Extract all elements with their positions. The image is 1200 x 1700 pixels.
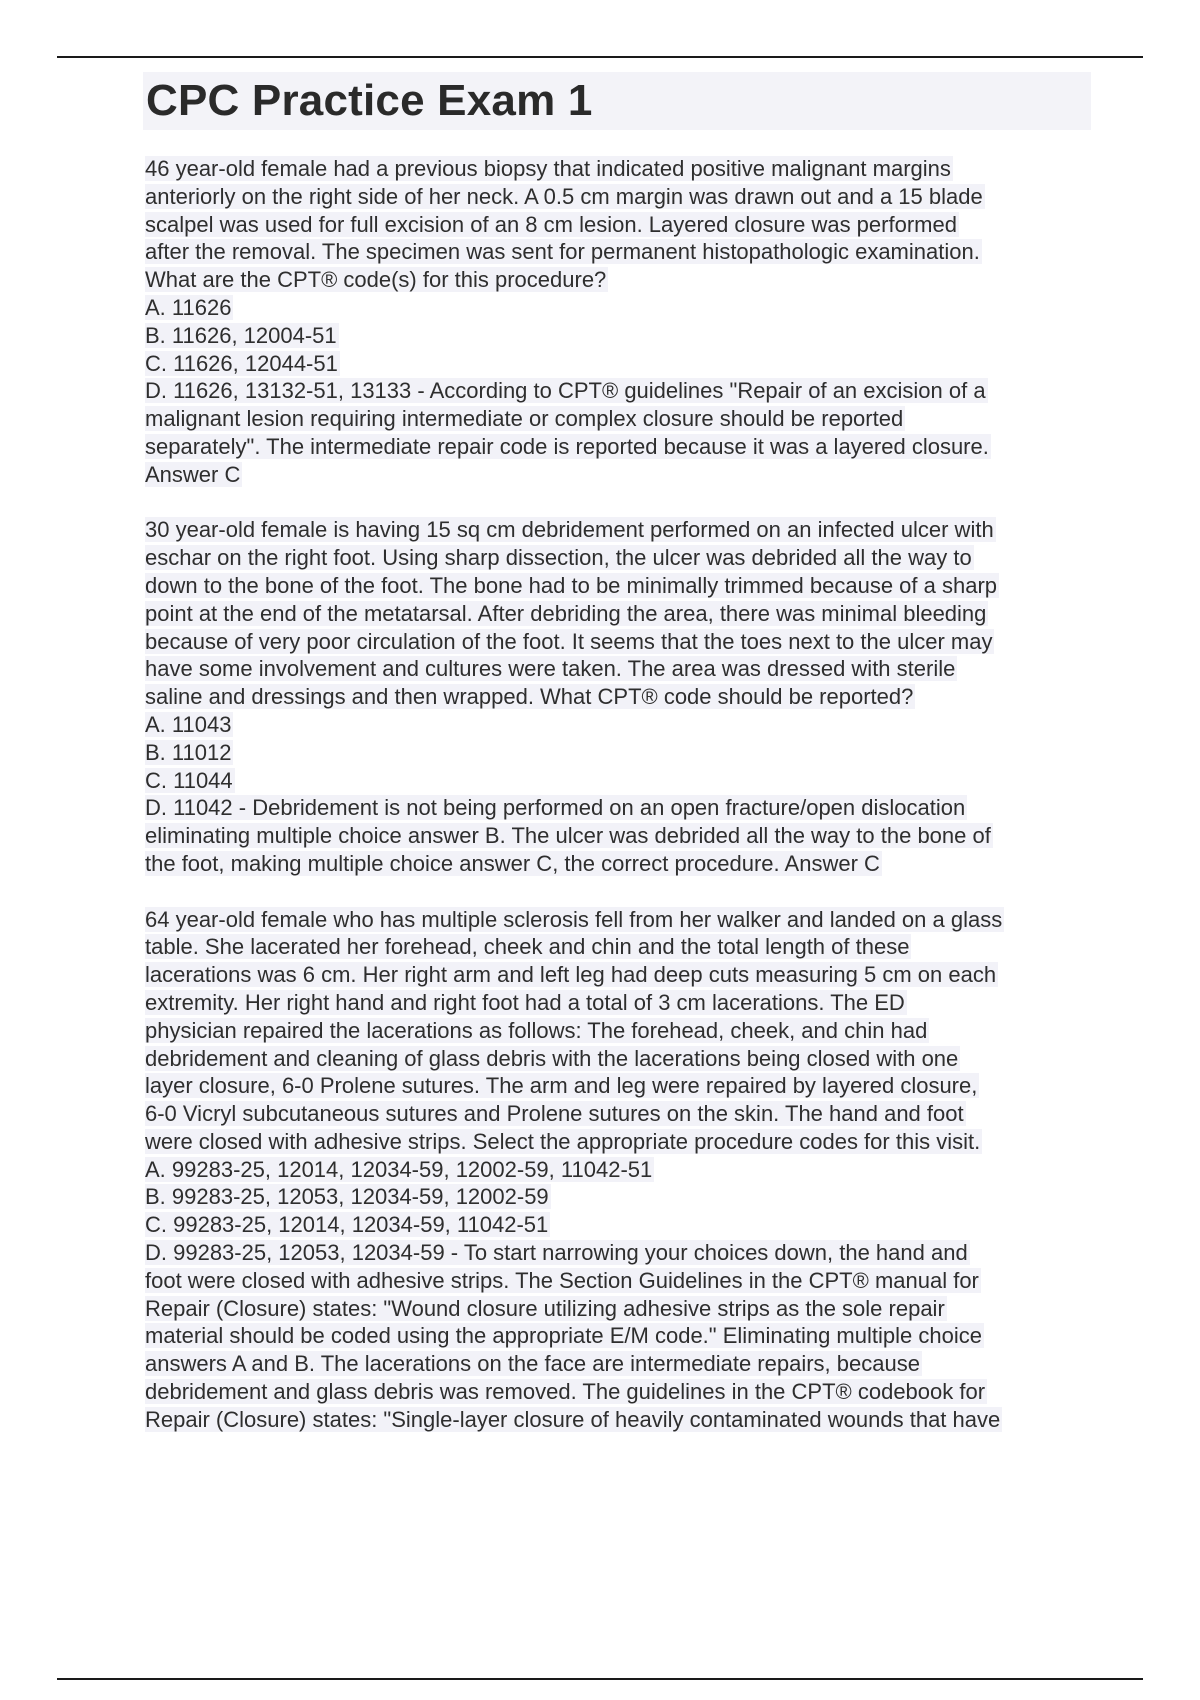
text-line: separately". The intermediate repair code is reported because it was a layered closure. <box>145 433 989 459</box>
bottom-rule <box>57 1678 1143 1680</box>
text-line: have some involvement and cultures were taken. The area was dressed with sterile <box>145 656 956 682</box>
answer-option: A. 11626 <box>145 294 232 320</box>
text-line: lacerations was 6 cm. Her right arm and left leg had deep cuts measuring 5 cm on each <box>145 962 997 988</box>
text-line: answers A and B. The lacerations on the face are intermediate repairs, because <box>145 1351 920 1377</box>
text-line: 46 year-old female had a previous biopsy that indicated positive malignant margins <box>145 156 951 181</box>
text-line: foot were closed with adhesive strips. The Section Guidelines in the CPT® manual for <box>145 1267 979 1293</box>
answer-option: C. 11044 <box>145 767 233 793</box>
answer-option: D. 11626, 13132-51, 13133 - According to CPT® guidelines "Repair of an excision of a <box>145 378 986 404</box>
text-line: table. She lacerated her forehead, cheek and chin and the total length of these <box>145 934 910 960</box>
text-line: physician repaired the lacerations as follows: The forehead, cheek, and chin had <box>145 1017 928 1043</box>
text-line: scalpel was used for full excision of an 8 cm lesion. Layered closure was performed <box>145 211 957 237</box>
text-line: anteriorly on the right side of her neck. A 0.5 cm margin was drawn out and a 15 blade <box>145 183 983 209</box>
answer-line: the foot, making multiple choice answer C, the correct procedure. Answer C <box>145 850 880 876</box>
text-line: debridement and cleaning of glass debris with the lacerations being closed with one <box>145 1045 959 1071</box>
text-line: saline and dressings and then wrapped. What CPT® code should be reported? <box>145 684 914 710</box>
answer-option: A. 11043 <box>145 711 232 737</box>
text-line: malignant lesion requiring intermediate or complex closure should be reported <box>145 406 904 432</box>
text-line: 30 year-old female is having 15 sq cm debridement performed on an infected ulcer with <box>145 517 994 543</box>
text-line: What are the CPT® code(s) for this procedure? <box>145 267 607 293</box>
text-line: Repair (Closure) states: "Wound closure utilizing adhesive strips as the sole repair <box>145 1295 945 1321</box>
page-title: CPC Practice Exam 1 <box>146 76 593 125</box>
answer-option: D. 99283-25, 12053, 12034-59 - To start narrowing your choices down, the hand and <box>145 1240 968 1266</box>
text-line: after the removal. The specimen was sent for permanent histopathologic examination. <box>145 239 980 265</box>
text-line: layer closure, 6-0 Prolene sutures. The arm and leg were repaired by layered closure, <box>145 1073 978 1099</box>
text-line: point at the end of the metatarsal. After debriding the area, there was minimal bleeding <box>145 600 987 626</box>
answer-option: C. 11626, 12044-51 <box>145 350 338 376</box>
text-line: down to the bone of the foot. The bone had to be minimally trimmed because of a sharp <box>145 572 998 598</box>
text-line: eschar on the right foot. Using sharp dissection, the ulcer was debrided all the way to <box>145 545 972 571</box>
answer-option: A. 99283-25, 12014, 12034-59, 12002-59, 11042-51 <box>145 1156 653 1182</box>
answer-option: B. 11626, 12004-51 <box>145 322 337 348</box>
answer-option: C. 99283-25, 12014, 12034-59, 11042-51 <box>145 1212 549 1238</box>
top-rule <box>57 56 1143 58</box>
question-2 <box>145 516 1090 877</box>
text-line: extremity. Her right hand and right foot had a total of 3 cm lacerations. The ED <box>145 989 905 1015</box>
question-1 <box>145 155 1090 489</box>
answer-line: Answer C <box>145 461 241 487</box>
text-line: eliminating multiple choice answer B. The ulcer was debrided all the way to the bone of <box>145 823 991 849</box>
text-line: 64 year-old female who has multiple sclerosis fell from her walker and landed on a glass <box>145 906 1003 932</box>
text-line: were closed with adhesive strips. Select the appropriate procedure codes for this visit. <box>145 1128 981 1154</box>
text-line: debridement and glass debris was removed. The guidelines in the CPT® codebook for <box>145 1379 986 1405</box>
answer-option: B. 99283-25, 12053, 12034-59, 12002-59 <box>145 1184 549 1210</box>
text-line: Repair (Closure) states: "Single-layer closure of heavily contaminated wounds that have <box>145 1406 1001 1432</box>
text-line: because of very poor circulation of the foot. It seems that the toes next to the ulcer may <box>145 628 993 654</box>
answer-option: B. 11012 <box>145 739 232 765</box>
answer-option: D. 11042 - Debridement is not being performed on an open fracture/open dislocation <box>145 795 966 821</box>
question-3 <box>145 906 1090 1434</box>
text-line: 6-0 Vicryl subcutaneous sutures and Prolene sutures on the skin. The hand and foot <box>145 1101 964 1127</box>
text-line: material should be coded using the appropriate E/M code." Eliminating multiple choice <box>145 1323 982 1349</box>
document-body <box>145 155 1090 1461</box>
